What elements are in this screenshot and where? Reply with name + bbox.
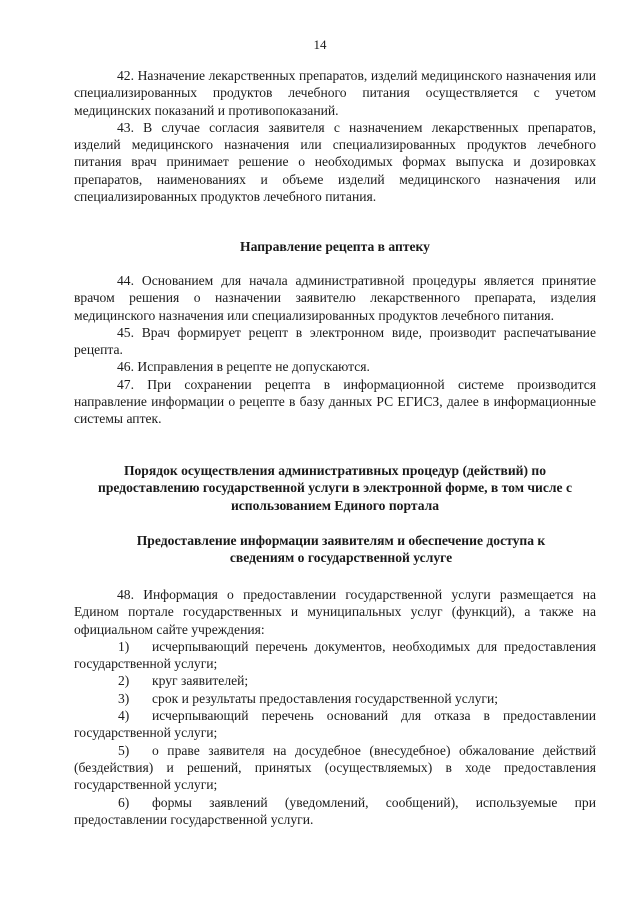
list-item [74, 638, 596, 673]
paragraph-45: 45. Врач формирует рецепт в электронном виде, производит распечатывание рецепта. [74, 324, 596, 358]
list-item-number: 4) [118, 708, 130, 724]
paragraph-44: 44. Основанием для начала административной процедуры является принятие врачом решения о назначении заявителю лекарственного препарата, изделия медицинского назначения или специализированных продуктов лечебного питания. [74, 273, 596, 323]
list-item-text: круг заявителей; [152, 673, 249, 689]
page-number: 14 [313, 37, 327, 52]
list-item-text: о праве заявителя на досудебное (внесудебное) обжалование действий (бездействия) и решений, принятых (осуществляемых) в ходе предоставления государственной услуги; [74, 742, 596, 793]
section-heading: Направление рецепта в аптеку [240, 239, 430, 254]
section-heading: Порядок осуществления административных процедур (действий) по предоставлению государственной услуги в электронной форме, в том числе с использованием Единого портала [97, 463, 572, 513]
list-item [74, 794, 596, 829]
heading-prescription-to-pharmacy [74, 238, 596, 255]
section-paragraphs-42-43 [74, 67, 596, 205]
list-item-text: срок и результаты предоставления государственной услуги; [152, 690, 499, 706]
list-item-text: исчерпывающий перечень оснований для отказа в предоставлении государственной услуги; [74, 708, 596, 741]
list-item [74, 690, 596, 707]
list-item [74, 742, 596, 794]
section-paragraph-48 [74, 586, 596, 828]
heading-electronic-procedures [78, 462, 592, 514]
section-heading: Предоставление информации заявителям и обеспечение доступа к сведениям о государственной услуге [136, 533, 546, 566]
list-item-text: формы заявлений (уведомлений, сообщений), используемые при предоставлении государственной услуги. [74, 794, 596, 827]
list-item [74, 672, 596, 689]
paragraph-43: 43. В случае согласия заявителя с назначением лекарственных препаратов, изделий медицинского назначения или специализированных продуктов лечебного питания врач принимает решение о необходимых формах выпуска и дозировках препаратов, наименованиях и объеме изделий медицинского назначения или специализированных продуктов лечебного питания. [74, 119, 596, 205]
list-item-number: 3) [118, 690, 130, 706]
list-item-text: исчерпывающий перечень документов, необходимых для предоставления государственной услуги; [74, 638, 596, 672]
list-item-number: 1) [118, 638, 130, 654]
list-item-number: 5) [118, 742, 130, 758]
list-item-number: 6) [118, 794, 130, 810]
heading-information-provision [118, 532, 564, 567]
list-item [74, 707, 596, 742]
list-item-number: 2) [118, 673, 130, 689]
paragraph-47: 47. При сохранении рецепта в информационной системе производится направление информации о рецепте в базу данных РС ЕГИСЗ, далее в информационные системы аптек. [74, 376, 596, 427]
section-paragraphs-44-47 [74, 272, 596, 428]
paragraph-48: 48. Информация о предоставлении государственной услуги размещается на Едином портале государственных и муниципальных услуг (функций), а также на официальном сайте учреждения: [74, 587, 596, 637]
paragraph-42: 42. Назначение лекарственных препаратов, изделий медицинского назначения или специализированных продуктов лечебного питания осуществляется с учетом медицинских показаний и противопоказаний. [74, 68, 596, 118]
paragraph-46: 46. Исправления в рецепте не допускаются. [117, 359, 370, 375]
